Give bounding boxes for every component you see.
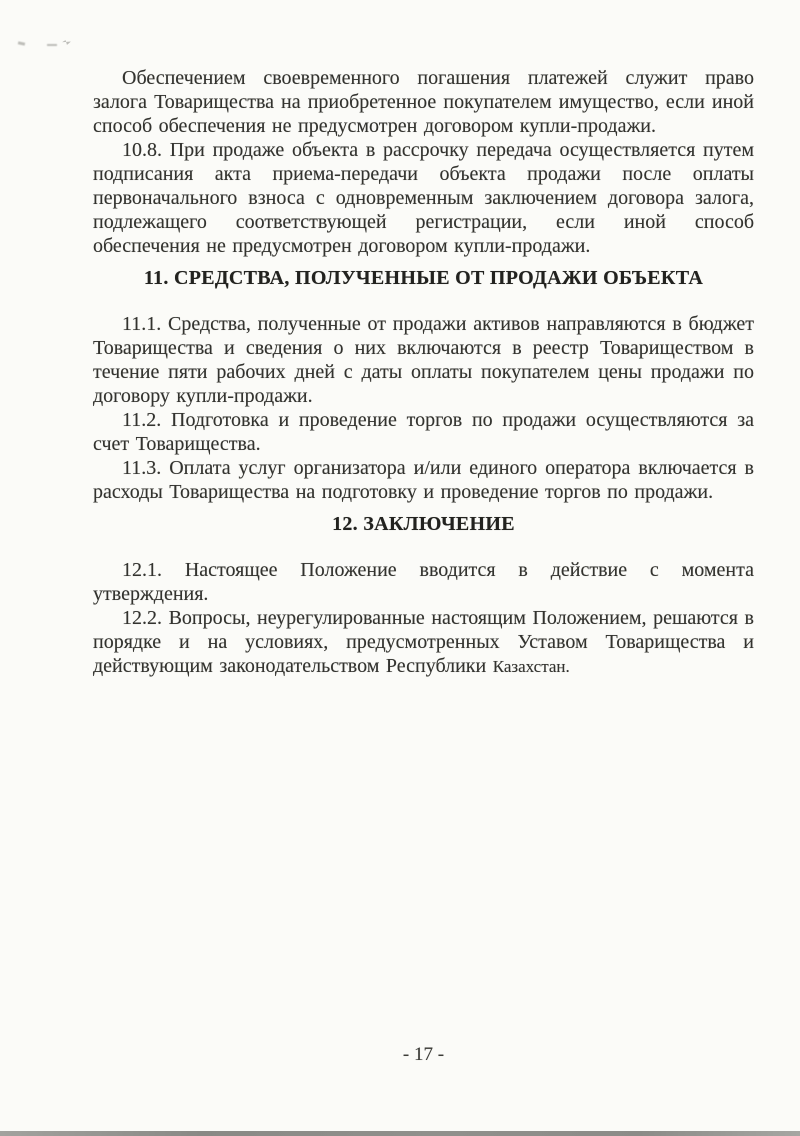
page-number: - 17 - [402, 1044, 445, 1065]
paragraph-11-1: 11.1. Средства, полученные от продажи активов направляются в бюджет Товарищества и сведения о них включаются в реестр Товариществом в течение пяти рабочих дней с даты оплаты покупателем цены продажи по договору купли-продажи. [93, 313, 754, 407]
paragraph-10-8: 10.8. При продаже объекта в рассрочку передача осуществляется путем подписания акта приема-передачи объекта продажи после оплаты первоначального взноса с одновременным заключением договора залога, подлежащего соответствующей регистрации, если иной способ обеспечения не предусмотрен договором купли-продажи. [93, 139, 754, 257]
paragraph-11-2: 11.2. Подготовка и проведение торгов по продажи осуществляются за счет Товарищества. [93, 409, 754, 455]
section-11-heading: 11. СРЕДСТВА, ПОЛУЧЕННЫЕ ОТ ПРОДАЖИ ОБЪЕКТА [143, 267, 704, 289]
section-12-heading: 12. ЗАКЛЮЧЕНИЕ [332, 513, 515, 535]
scan-artifact-speck [18, 41, 25, 45]
scan-artifact-speck [62, 40, 71, 45]
paragraph-12-1: 12.1. Настоящее Положение вводится в действие с момента утверждения. [93, 559, 754, 605]
paragraph-12-2 [93, 606, 754, 679]
paragraph-10-7-continuation: Обеспечением своевременного погашения платежей служит право залога Товарищества на приобретенное покупателем имущество, если иной способ обеспечения не предусмотрен договором купли-продажи. [93, 67, 754, 137]
document-body [93, 66, 754, 679]
paragraph-12-2-text: 12.2. Вопросы, неурегулированные настоящим Положением, решаются в порядке и на условиях, предусмотренных Уставом Товарищества и действующим законодательством Республики [93, 607, 754, 677]
scanner-edge-shadow [0, 1131, 800, 1136]
scan-artifact-speck [47, 44, 57, 46]
paragraph-12-2-last-word: Казахстан. [492, 657, 570, 676]
paragraph-11-3: 11.3. Оплата услуг организатора и/или единого оператора включается в расходы Товарищества на подготовку и проведение торгов по продажи. [93, 457, 754, 503]
